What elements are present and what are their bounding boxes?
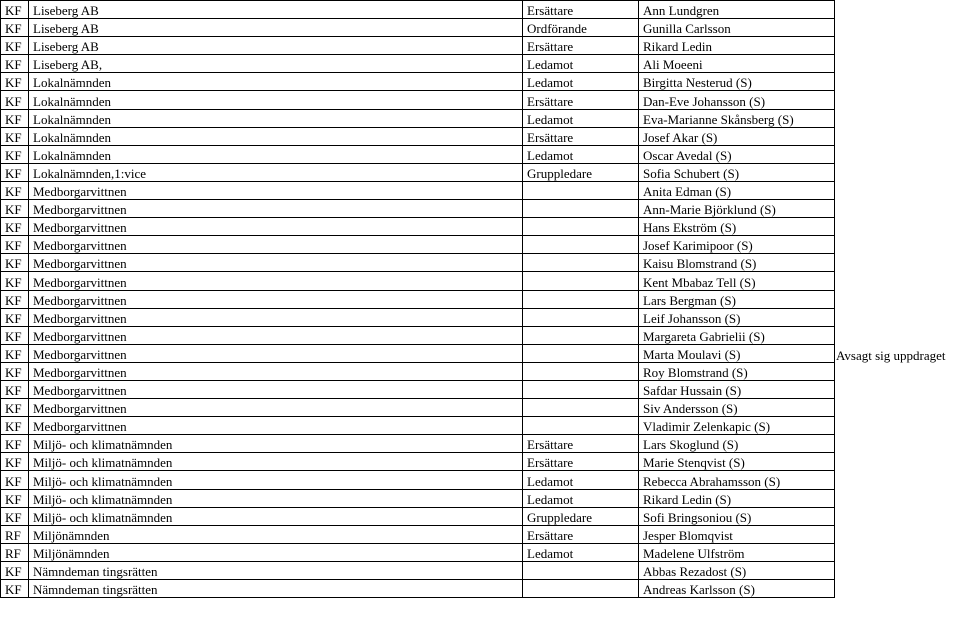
- role-cell: [523, 290, 639, 308]
- type-cell: KF: [1, 380, 29, 398]
- role-cell: Ersättare: [523, 453, 639, 471]
- type-cell: KF: [1, 236, 29, 254]
- table-row: [1, 73, 835, 91]
- name-cell: Ann Lundgren: [639, 1, 835, 19]
- table-row: [1, 55, 835, 73]
- type-cell: KF: [1, 254, 29, 272]
- organization-cell: Medborgarvittnen: [29, 272, 523, 290]
- organization-cell: Miljö- och klimatnämnden: [29, 507, 523, 525]
- name-cell: Siv Andersson (S): [639, 399, 835, 417]
- name-cell: Marie Stenqvist (S): [639, 453, 835, 471]
- table-row: [1, 19, 835, 37]
- organization-cell: Lokalnämnden: [29, 73, 523, 91]
- role-cell: Ersättare: [523, 127, 639, 145]
- organization-cell: Miljönämnden: [29, 543, 523, 561]
- table-row: [1, 525, 835, 543]
- organization-cell: Liseberg AB: [29, 19, 523, 37]
- organization-cell: Liseberg AB: [29, 37, 523, 55]
- role-cell: [523, 380, 639, 398]
- table-row: [1, 127, 835, 145]
- table-row: [1, 399, 835, 417]
- role-cell: [523, 308, 639, 326]
- role-cell: [523, 399, 639, 417]
- organization-cell: Medborgarvittnen: [29, 236, 523, 254]
- organization-cell: Liseberg AB,: [29, 55, 523, 73]
- type-cell: KF: [1, 507, 29, 525]
- name-cell: Lars Skoglund (S): [639, 435, 835, 453]
- table-row: [1, 507, 835, 525]
- organization-cell: Medborgarvittnen: [29, 399, 523, 417]
- type-cell: KF: [1, 362, 29, 380]
- type-cell: KF: [1, 471, 29, 489]
- table-row: [1, 254, 835, 272]
- role-cell: Ledamot: [523, 73, 639, 91]
- name-cell: Rebecca Abrahamsson (S): [639, 471, 835, 489]
- role-cell: [523, 580, 639, 598]
- type-cell: KF: [1, 561, 29, 579]
- table-row: [1, 344, 835, 362]
- table-row: [1, 453, 835, 471]
- organization-cell: Medborgarvittnen: [29, 380, 523, 398]
- name-cell: Sofia Schubert (S): [639, 163, 835, 181]
- role-cell: Ersättare: [523, 91, 639, 109]
- roster-body: [1, 1, 835, 598]
- type-cell: KF: [1, 272, 29, 290]
- type-cell: KF: [1, 290, 29, 308]
- type-cell: KF: [1, 399, 29, 417]
- table-row: [1, 362, 835, 380]
- role-cell: Ersättare: [523, 37, 639, 55]
- role-cell: Ledamot: [523, 471, 639, 489]
- type-cell: KF: [1, 127, 29, 145]
- role-cell: Ersättare: [523, 525, 639, 543]
- table-row: [1, 561, 835, 579]
- role-cell: Ledamot: [523, 145, 639, 163]
- type-cell: KF: [1, 91, 29, 109]
- name-cell: Dan-Eve Johansson (S): [639, 91, 835, 109]
- name-cell: Rikard Ledin (S): [639, 489, 835, 507]
- type-cell: KF: [1, 308, 29, 326]
- table-row: [1, 181, 835, 199]
- name-cell: Vladimir Zelenkapic (S): [639, 417, 835, 435]
- name-cell: Roy Blomstrand (S): [639, 362, 835, 380]
- type-cell: KF: [1, 163, 29, 181]
- name-cell: Leif Johansson (S): [639, 308, 835, 326]
- role-cell: [523, 561, 639, 579]
- name-cell: Abbas Rezadost (S): [639, 561, 835, 579]
- role-cell: Ledamot: [523, 109, 639, 127]
- type-cell: KF: [1, 344, 29, 362]
- name-cell: Hans Ekström (S): [639, 218, 835, 236]
- table-row: [1, 417, 835, 435]
- table-row: [1, 37, 835, 55]
- name-cell: Oscar Avedal (S): [639, 145, 835, 163]
- type-cell: KF: [1, 55, 29, 73]
- name-cell: Ali Moeeni: [639, 55, 835, 73]
- table-row: [1, 218, 835, 236]
- name-cell: Josef Akar (S): [639, 127, 835, 145]
- table-row: [1, 91, 835, 109]
- name-cell: Madelene Ulfström: [639, 543, 835, 561]
- role-cell: Ersättare: [523, 1, 639, 19]
- organization-cell: Miljö- och klimatnämnden: [29, 453, 523, 471]
- role-cell: [523, 362, 639, 380]
- role-cell: Ersättare: [523, 435, 639, 453]
- name-cell: Marta Moulavi (S): [639, 344, 835, 362]
- table-row: [1, 543, 835, 561]
- role-cell: [523, 272, 639, 290]
- table-row: [1, 435, 835, 453]
- organization-cell: Medborgarvittnen: [29, 326, 523, 344]
- name-cell: Ann-Marie Björklund (S): [639, 200, 835, 218]
- organization-cell: Medborgarvittnen: [29, 200, 523, 218]
- name-cell: Josef Karimipoor (S): [639, 236, 835, 254]
- organization-cell: Liseberg AB: [29, 1, 523, 19]
- type-cell: KF: [1, 145, 29, 163]
- role-cell: Gruppledare: [523, 163, 639, 181]
- table-row: [1, 326, 835, 344]
- name-cell: Lars Bergman (S): [639, 290, 835, 308]
- organization-cell: Medborgarvittnen: [29, 417, 523, 435]
- role-cell: Ledamot: [523, 543, 639, 561]
- table-row: [1, 145, 835, 163]
- table-row: [1, 471, 835, 489]
- name-cell: Gunilla Carlsson: [639, 19, 835, 37]
- type-cell: KF: [1, 417, 29, 435]
- type-cell: KF: [1, 453, 29, 471]
- role-cell: [523, 200, 639, 218]
- organization-cell: Miljö- och klimatnämnden: [29, 471, 523, 489]
- role-cell: Ordförande: [523, 19, 639, 37]
- role-cell: Ledamot: [523, 489, 639, 507]
- organization-cell: Medborgarvittnen: [29, 181, 523, 199]
- organization-cell: Medborgarvittnen: [29, 308, 523, 326]
- role-cell: [523, 218, 639, 236]
- table-row: [1, 380, 835, 398]
- type-cell: KF: [1, 109, 29, 127]
- table-row: [1, 489, 835, 507]
- name-cell: Andreas Karlsson (S): [639, 580, 835, 598]
- name-cell: Kaisu Blomstrand (S): [639, 254, 835, 272]
- organization-cell: Lokalnämnden: [29, 91, 523, 109]
- type-cell: KF: [1, 19, 29, 37]
- organization-cell: Miljö- och klimatnämnden: [29, 489, 523, 507]
- role-cell: [523, 181, 639, 199]
- table-row: [1, 290, 835, 308]
- table-row: [1, 580, 835, 598]
- role-cell: [523, 326, 639, 344]
- type-cell: KF: [1, 37, 29, 55]
- organization-cell: Miljönämnden: [29, 525, 523, 543]
- resigned-note: Avsagt sig uppdraget: [836, 348, 946, 363]
- organization-cell: Nämndeman tingsrätten: [29, 561, 523, 579]
- table-row: [1, 200, 835, 218]
- organization-cell: Medborgarvittnen: [29, 344, 523, 362]
- table-row: [1, 308, 835, 326]
- role-cell: Ledamot: [523, 55, 639, 73]
- role-cell: Gruppledare: [523, 507, 639, 525]
- name-cell: Birgitta Nesterud (S): [639, 73, 835, 91]
- name-cell: Margareta Gabrielii (S): [639, 326, 835, 344]
- organization-cell: Nämndeman tingsrätten: [29, 580, 523, 598]
- organization-cell: Lokalnämnden: [29, 109, 523, 127]
- name-cell: Kent Mbabaz Tell (S): [639, 272, 835, 290]
- role-cell: [523, 344, 639, 362]
- table-row: [1, 163, 835, 181]
- type-cell: KF: [1, 580, 29, 598]
- type-cell: KF: [1, 181, 29, 199]
- type-cell: KF: [1, 73, 29, 91]
- organization-cell: Medborgarvittnen: [29, 218, 523, 236]
- table-row: [1, 109, 835, 127]
- name-cell: Anita Edman (S): [639, 181, 835, 199]
- type-cell: KF: [1, 489, 29, 507]
- organization-cell: Medborgarvittnen: [29, 290, 523, 308]
- table-row: [1, 272, 835, 290]
- organization-cell: Lokalnämnden,1:vice: [29, 163, 523, 181]
- organization-cell: Medborgarvittnen: [29, 254, 523, 272]
- name-cell: Eva-Marianne Skånsberg (S): [639, 109, 835, 127]
- organization-cell: Lokalnämnden: [29, 145, 523, 163]
- name-cell: Rikard Ledin: [639, 37, 835, 55]
- table-row: [1, 1, 835, 19]
- type-cell: KF: [1, 326, 29, 344]
- type-cell: RF: [1, 525, 29, 543]
- organization-cell: Lokalnämnden: [29, 127, 523, 145]
- role-cell: [523, 236, 639, 254]
- organization-cell: Miljö- och klimatnämnden: [29, 435, 523, 453]
- role-cell: [523, 254, 639, 272]
- name-cell: Sofi Bringsoniou (S): [639, 507, 835, 525]
- type-cell: RF: [1, 543, 29, 561]
- role-cell: [523, 417, 639, 435]
- name-cell: Safdar Hussain (S): [639, 380, 835, 398]
- type-cell: KF: [1, 435, 29, 453]
- type-cell: KF: [1, 200, 29, 218]
- name-cell: Jesper Blomqvist: [639, 525, 835, 543]
- type-cell: KF: [1, 1, 29, 19]
- organization-cell: Medborgarvittnen: [29, 362, 523, 380]
- type-cell: KF: [1, 218, 29, 236]
- table-row: [1, 236, 835, 254]
